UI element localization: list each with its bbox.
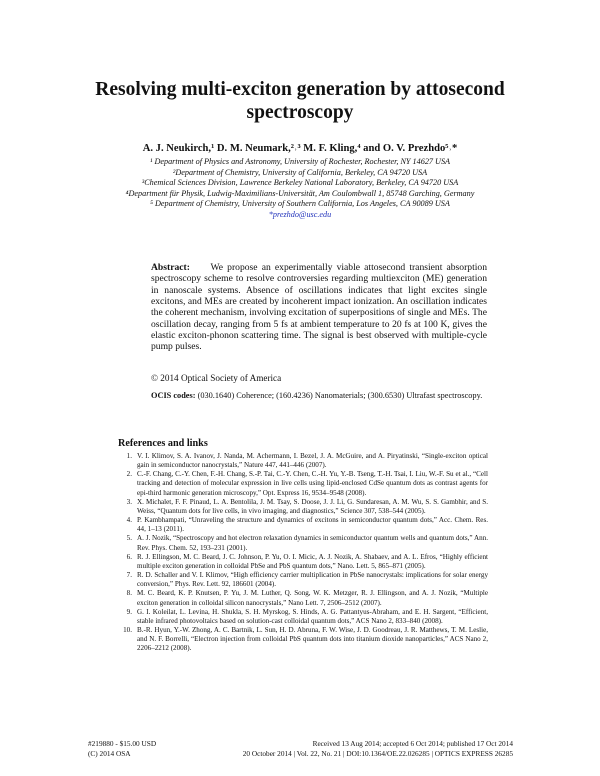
reference-text: R. D. Schaller and V. I. Klimov, “High efficiency carrier multiplication in PbSe nanocrystals: implications for solar energy conversion,” Phys. Rev. Lett. 92, 186601 (2004). xyxy=(137,571,488,589)
reference-text: G. I. Koleilat, L. Levina, H. Shukla, S. H. Myrskog, S. Hinds, A. G. Pattantyus-Abraham, and E. H. Sargent, “Efficient, stable infrared photovoltaics based on solution-cast colloidal quantum dots,” ACS Nano 2, 833–840 (2008). xyxy=(137,607,488,625)
reference-number: 7. xyxy=(126,571,132,580)
reference-item xyxy=(118,553,488,571)
reference-item xyxy=(118,534,488,552)
page-footer xyxy=(88,739,513,759)
reference-item xyxy=(118,498,488,516)
reference-number: 3. xyxy=(126,497,132,506)
ocis-codes xyxy=(151,391,487,401)
reference-text: A. J. Nozik, “Spectroscopy and hot electron relaxation dynamics in semiconductor quantum wells and quantum dots,” Ann. Rev. Phys. Chem. 52, 193–231 (2001). xyxy=(137,534,488,552)
paper-title: Resolving multi-exciton generation by attosecond spectroscopy xyxy=(95,79,505,123)
reference-number: 2. xyxy=(126,470,132,479)
reference-item xyxy=(118,470,488,497)
ocis-label: OCIS codes: xyxy=(151,391,196,400)
reference-number: 5. xyxy=(126,534,132,543)
reference-item xyxy=(118,571,488,589)
reference-text: R. J. Ellingson, M. C. Beard, J. C. Johnson, P. Yu, O. I. Micic, A. J. Nozik, A. Shabaev, and A. L. Efros, “Highly efficient multiple exciton generation in colloidal PbSe and PbS quantum dots,” Nano. Lett. 5, 865–871 (2005). xyxy=(137,552,488,570)
reference-item xyxy=(118,516,488,534)
affiliation-1: ¹ Department of Physics and Astronomy, University of Rochester, Rochester, NY 14627 USA xyxy=(149,157,451,166)
reference-item xyxy=(118,589,488,607)
affiliation-5: ⁵ Department of Chemistry, University of Southern California, Los Angeles, CA 90089 USA xyxy=(150,199,450,209)
corresponding-email-link[interactable]: *prezhdo@usc.edu xyxy=(268,209,332,219)
reference-item xyxy=(118,626,488,653)
copyright-notice: © 2014 Optical Society of America xyxy=(151,373,282,383)
affiliation-4: ⁴Department für Physik, Ludwig-Maximilians-Universität, Am Coulombwall 1, 85748 Garching, Germany xyxy=(125,188,475,198)
reference-number: 10. xyxy=(123,625,132,634)
references-heading: References and links xyxy=(118,438,208,449)
reference-number: 4. xyxy=(126,516,132,525)
footer-journal-info: 20 October 2014 | Vol. 22, No. 21 | DOI:10.1364/OE.22.026285 | OPTICS EXPRESS 26285 xyxy=(242,749,513,759)
reference-text: M. C. Beard, K. P. Knutsen, P. Yu, J. M. Luther, Q. Song, W. K. Metzger, R. J. Ellingson, and A. J. Nozik, “Multiple exciton generation in colloidal silicon nanocrystals,” Nano Lett. 7, 2506–2512 (2007). xyxy=(137,589,488,607)
reference-number: 6. xyxy=(126,552,132,561)
reference-text: V. I. Klimov, S. A. Ivanov, J. Nanda, M. Achermann, I. Bezel, J. A. McGuire, and A. Piryatinski, “Single-exciton optical gain in semiconductor nanocrystals,” Nature 447, 441–446 (2007). xyxy=(137,452,488,470)
reference-item xyxy=(118,452,488,470)
footer-manuscript-id: #219880 - $15.00 USD xyxy=(88,739,157,748)
reference-text: X. Michalet, F. F. Pinaud, L. A. Bentolila, J. M. Tsay, S. Doose, J. J. Li, G. Sundaresan, A. M. Wu, S. S. Gambhir, and S. Weiss, “Quantum dots for live cells, in vivo imaging, and diagnostics,” Science 307, 538–544 (2005). xyxy=(137,497,488,515)
footer-copyright: (C) 2014 OSA xyxy=(88,749,131,759)
reference-text: B.-R. Hyun, Y.-W. Zhong, A. C. Bartnik, L. Sun, H. D. Abruna, F. W. Wise, J. D. Goodreau, J. R. Matthews, T. M. Leslie, and N. F. Borrelli, “Electron injection from colloidal PbS quantum dots into titanium dioxide nanoparticles,” ACS Nano 2, 2206–2212 (2008). xyxy=(137,625,488,653)
abstract-text: We propose an experimentally viable attosecond transient absorption spectroscopy scheme to resolve controversies regarding multiexciton (ME) generation in nanoscale systems. Absence of oscillations indicates that light excites single excitons, and MEs are created by incoherent impact ionization. An oscillation indicates the coherent mechanism, involving excitation of superpositions of single and MEs. The oscillation decay, ranging from 5 fs at ambient temperature to 20 fs at 100 K, gives the elastic exciton-phonon scattering time. The signal is best observed with multiple-cycle pump pulses. xyxy=(151,262,488,353)
reference-list xyxy=(118,452,488,653)
ocis-text: (030.1640) Coherence; (160.4236) Nanomaterials; (300.6530) Ultrafast spectroscopy. xyxy=(197,391,483,400)
reference-number: 9. xyxy=(126,607,132,616)
reference-text: P. Kambhampati, “Unraveling the structure and dynamics of excitons in semiconductor quantum dots,” Acc. Chem. Res. 44, 1–13 (2011). xyxy=(137,516,488,534)
reference-number: 1. xyxy=(126,452,132,460)
author-list: A. J. Neukirch,¹ D. M. Neumark,²˒³ M. F. Kling,⁴ and O. V. Prezhdo⁵˒* xyxy=(142,143,458,154)
reference-text: C.-F. Chang, C.-Y. Chen, F.-H. Chang, S.-P. Tai, C.-Y. Chen, C.-H. Yu, Y.-B. Tseng, T.-H. Tsai, I. Liu, W.-F. Su et al., “Cell tracking and detection of molecular expression in live cells using lipid-enclosed CdSe quantum dots as contrast agents for epi-third harmonic generation microscopy,” Opt. Express 16, 9534–9548 (2008). xyxy=(137,470,488,497)
abstract-label: Abstract: xyxy=(151,262,190,273)
footer-received-dates: Received 13 Aug 2014; accepted 6 Oct 2014; published 17 Oct 2014 xyxy=(312,739,513,748)
reference-number: 8. xyxy=(126,589,132,598)
affiliations xyxy=(95,157,505,221)
reference-item xyxy=(118,608,488,626)
affiliation-2: ²Department of Chemistry, University of California, Berkeley, CA 94720 USA xyxy=(172,167,428,177)
affiliation-3: ³Chemical Sciences Division, Lawrence Berkeley National Laboratory, Berkeley, CA 94720 USA xyxy=(141,178,459,188)
abstract xyxy=(151,262,487,353)
